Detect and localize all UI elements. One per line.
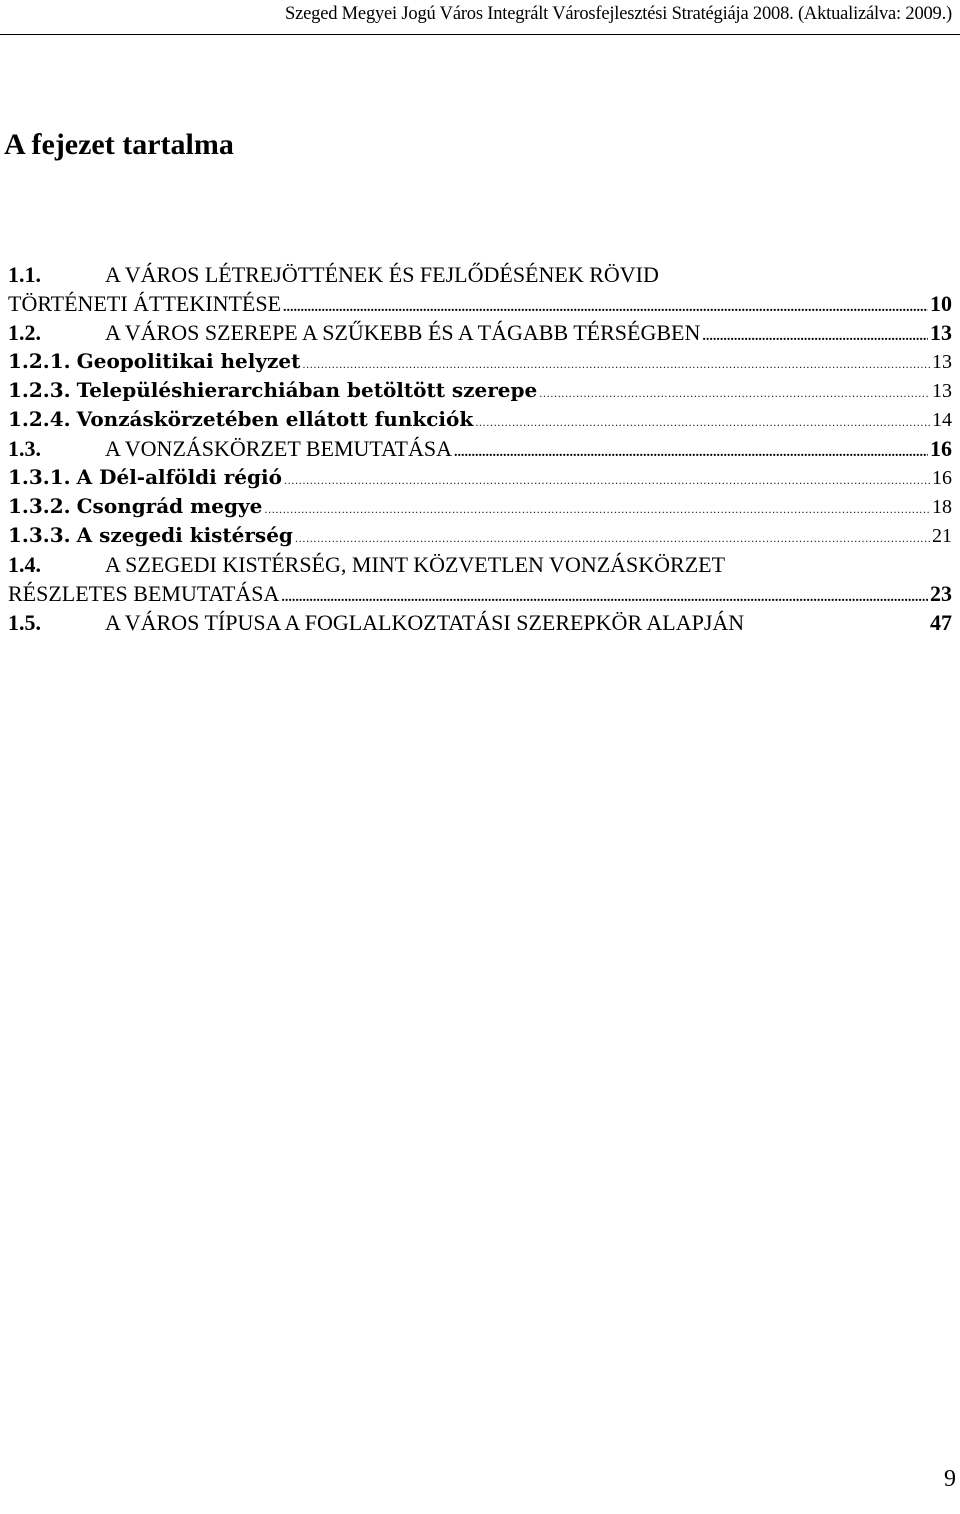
toc-entry-1-4-cont[interactable]	[8, 579, 952, 608]
toc-entry-1-2-4[interactable]	[8, 405, 952, 434]
toc-title: Településhierarchiában betöltött szerepe	[76, 378, 538, 402]
table-of-contents	[8, 260, 952, 637]
toc-title: A VÁROS LÉTREJÖTTÉNEK ÉS FEJLŐDÉSÉNEK RÖVID	[105, 262, 659, 287]
toc-entry-1-2-3[interactable]	[8, 376, 952, 405]
toc-entry-1-2-1[interactable]	[8, 347, 952, 376]
toc-page: 47	[930, 610, 952, 635]
header-divider	[0, 34, 960, 35]
chapter-title: A fejezet tartalma	[4, 128, 234, 161]
toc-entry-1-1-cont[interactable]	[8, 289, 952, 318]
toc-title: A VÁROS TÍPUSA A FOGLALKOZTATÁSI SZEREPKÖR ALAPJÁN	[105, 610, 745, 635]
toc-title: RÉSZLETES BEMUTATÁSA	[8, 581, 280, 606]
toc-number: 1.2.	[8, 320, 41, 345]
toc-page: 13	[932, 380, 952, 402]
toc-number: 1.3.1.	[8, 465, 71, 489]
toc-page: 14	[932, 409, 952, 431]
toc-title: A SZEGEDI KISTÉRSÉG, MINT KÖZVETLEN VONZÁSKÖRZET	[105, 552, 726, 577]
toc-number: 1.1.	[8, 262, 41, 287]
toc-number: 1.5.	[8, 610, 41, 635]
toc-title: A VÁROS SZEREPE A SZŰKEBB ÉS A TÁGABB TÉRSÉGBEN	[105, 320, 701, 345]
toc-title: Vonzáskörzetében ellátott funkciók	[76, 407, 474, 431]
toc-entry-1-1[interactable]	[8, 260, 952, 289]
toc-page: 16	[930, 436, 952, 461]
toc-number: 1.3.3.	[8, 523, 71, 547]
toc-title: A szegedi kistérség	[76, 523, 293, 547]
toc-title: A VONZÁSKÖRZET BEMUTATÁSA	[105, 436, 453, 461]
toc-title: Geopolitikai helyzet	[76, 349, 301, 373]
toc-entry-1-3[interactable]	[8, 434, 952, 463]
toc-number: 1.3.2.	[8, 494, 71, 518]
toc-page: 13	[932, 351, 952, 373]
toc-page: 16	[932, 467, 952, 489]
toc-entry-1-5[interactable]	[8, 608, 952, 637]
toc-title: A Dél-alföldi régió	[76, 465, 282, 489]
toc-entry-1-4[interactable]	[8, 550, 952, 579]
toc-number: 1.2.1.	[8, 349, 71, 373]
toc-entry-1-3-1[interactable]	[8, 463, 952, 492]
toc-page: 23	[930, 581, 952, 606]
toc-page: 10	[930, 291, 952, 316]
toc-page: 13	[930, 320, 952, 345]
toc-page: 18	[932, 496, 952, 518]
toc-number: 1.3.	[8, 436, 41, 461]
toc-entry-1-2[interactable]	[8, 318, 952, 347]
toc-number: 1.4.	[8, 552, 41, 577]
toc-entry-1-3-2[interactable]	[8, 492, 952, 521]
running-header: Szeged Megyei Jogú Város Integrált Városfejlesztési Stratégiája 2008. (Aktualizálva: 2009.)	[285, 4, 952, 24]
toc-page: 21	[932, 525, 952, 547]
toc-entry-1-3-3[interactable]	[8, 521, 952, 550]
toc-number: 1.2.3.	[8, 378, 71, 402]
toc-title: Csongrád megye	[76, 494, 263, 518]
page-number: 9	[944, 1466, 956, 1492]
toc-title: TÖRTÉNETI ÁTTEKINTÉSE	[8, 291, 282, 316]
toc-number: 1.2.4.	[8, 407, 71, 431]
